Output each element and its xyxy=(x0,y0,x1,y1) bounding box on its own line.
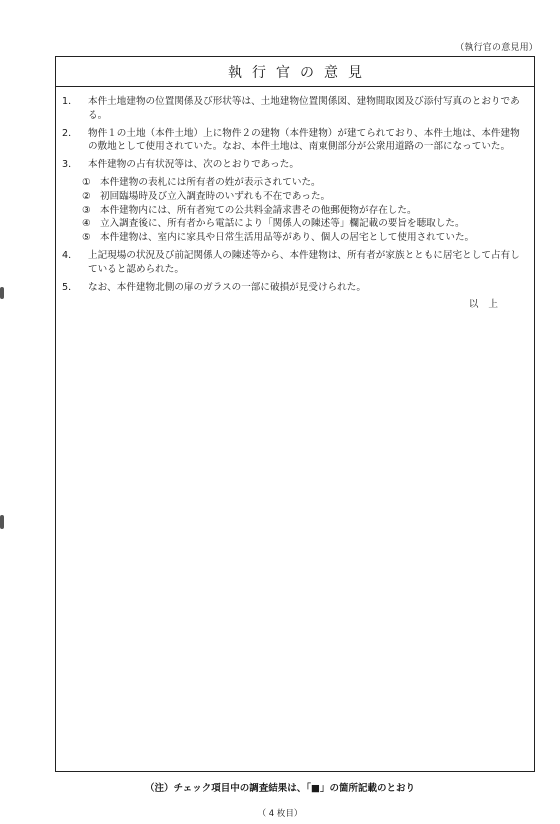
sub-item-text: 本件建物は、室内に家具や日常生活用品等があり、個人の居宅として使用されていた。 xyxy=(100,232,475,244)
title-row xyxy=(56,57,534,87)
sub-item-mark: ⑤ xyxy=(82,232,91,244)
sub-item xyxy=(82,231,524,245)
sub-item-text: 本件建物内には、所有者宛ての公共料金請求書その他郵便物が存在した。 xyxy=(100,204,417,216)
list-item xyxy=(62,95,524,123)
list-item xyxy=(62,249,524,277)
sub-item-mark: ④ xyxy=(82,218,91,230)
sub-item-mark: ① xyxy=(82,176,91,188)
item-text: 上記現場の状況及び前記関係人の陳述等から、本件建物は、所有者が家族とともに居宅として占有していると認められた。 xyxy=(88,249,520,275)
item-number: 4． xyxy=(62,249,78,261)
sub-item xyxy=(82,204,524,218)
item-number: 5． xyxy=(62,281,78,293)
footnote: （注）チェック項目中の調査結果は、「■」の箇所記載のとおり xyxy=(145,783,415,794)
opinion-frame xyxy=(55,56,535,772)
form-label: （執行官の意見用） xyxy=(455,43,538,53)
sub-item-mark: ② xyxy=(82,190,91,202)
sub-item-text: 初回臨場時及び立入調査時のいずれも不在であった。 xyxy=(100,190,331,202)
sub-item-text: 本件建物の表札には所有者の姓が表示されていた。 xyxy=(100,176,321,188)
opinion-content xyxy=(56,87,534,312)
item-text: 物件１の土地（本件土地）上に物件２の建物（本件建物）が建てられており、本件土地は、本件建物の敷地として使用されていた。なお、本件土地は、南東側部分が公衆用道路の一部になっていた。 xyxy=(88,127,520,153)
item-number: 2． xyxy=(62,127,78,139)
sub-item xyxy=(82,217,524,231)
list-item xyxy=(62,281,524,295)
scan-mark xyxy=(0,287,4,299)
page-number: （ 4 枚目） xyxy=(257,809,303,819)
item-number: 3． xyxy=(62,159,78,171)
scan-mark xyxy=(0,515,4,529)
sub-item xyxy=(82,176,524,190)
closing-text: 以上 xyxy=(468,299,508,311)
item-text: 本件土地建物の位置関係及び形状等は、土地建物位置関係図、建物間取図及び添付写真のとおりである。 xyxy=(88,96,520,121)
item-text: なお、本件建物北側の扉のガラスの一部に破損が見受けられた。 xyxy=(88,281,366,293)
sub-list xyxy=(82,176,524,245)
sub-item-text: 立入調査後に、所有者から電話により「関係人の陳述等」欄記載の要旨を聴取した。 xyxy=(100,218,465,230)
sub-item-mark: ③ xyxy=(82,204,91,216)
sub-item xyxy=(82,190,524,204)
list-item xyxy=(62,158,524,172)
item-text: 本件建物の占有状況等は、次のとおりであった。 xyxy=(88,159,299,171)
list-item xyxy=(62,127,524,155)
item-number: 1． xyxy=(62,96,78,107)
page-title: 執行官の意見 xyxy=(228,64,372,81)
